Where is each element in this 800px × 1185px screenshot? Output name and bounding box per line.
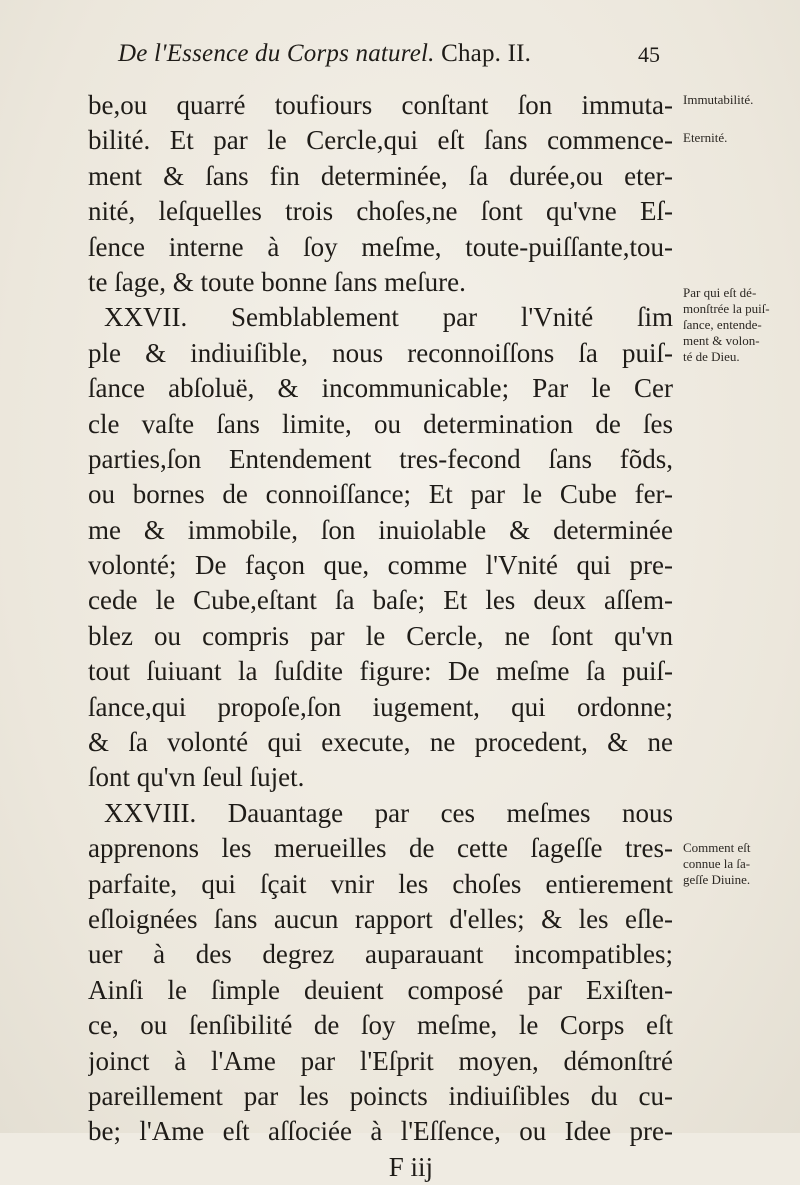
text-line: uer à des degrez auparauant incompatibles;: [88, 939, 673, 970]
text-line: nité, leſquelles trois choſes,ne ſont qu'vne Eſ-: [88, 196, 673, 227]
text-line: ſance abſoluë, & incommunicable; Par le Cer: [88, 373, 673, 404]
running-title-text: De l'Essence du Corps naturel.: [118, 40, 435, 67]
text-line: be,ou quarré toufiours conſtant ſon immuta-: [88, 90, 673, 120]
text-line: parties,ſon Entendement tres-fecond ſans fõds,: [88, 443, 673, 474]
text-line: parfaite, qui ſçait vnir les choſes entierement: [88, 868, 673, 899]
text-line: cle vaſte ſans limite, ou determination de ſes: [88, 408, 673, 439]
margin-note-puissance: Par qui eſt dé- monſtrée la puiſ- ſance, entende- ment & volon- té de Dieu.: [683, 285, 770, 364]
text-line: bilité. Et par le Cercle,qui eſt ſans commence-: [88, 125, 673, 156]
margin-note-immutabilite: Immutabilité.: [683, 92, 754, 107]
text-line: ce, ou ſenſibilité de ſoy meſme, le Corps eſt: [88, 1010, 673, 1041]
text-line: tout ſuiuant la ſuſdite figure: De meſme ſa puiſ-: [88, 656, 673, 687]
margin-note-sagesse: Comment eſt connue la ſa- geſſe Diuine.: [683, 840, 751, 887]
text-line: me & immobile, ſon inuiolable & determinée: [88, 514, 673, 545]
text-line: volonté; De façon que, comme l'Vnité qui pre-: [88, 550, 673, 581]
running-title: [118, 40, 531, 68]
section-start-xxvii: XXVII. Semblablement par l'Vnité ſim: [104, 302, 673, 333]
text-line: Ainſi le ſimple deuient composé par Exiſten-: [88, 974, 673, 1005]
section-start-xxviii: XXVIII. Dauantage par ces meſmes nous: [104, 797, 673, 828]
text-line: ſence interne à ſoy meſme, toute-puiſſante,tou-: [88, 231, 673, 262]
body-text: [88, 88, 673, 1185]
text-line: ple & indiuiſible, nous reconnoiſſons ſa puiſ-: [88, 337, 673, 368]
text-line: te ſage, & toute bonne ſans meſure.: [88, 266, 466, 297]
text-line: ſont qu'vn ſeul ſujet.: [88, 762, 305, 793]
catchword: F iij: [388, 1151, 433, 1182]
text-line: pareillement par les poincts indiuiſibles du cu-: [88, 1080, 673, 1111]
text-line: eſloignées ſans aucun rapport d'elles; & les eſle-: [88, 903, 673, 934]
text-line: ou bornes de connoiſſance; Et par le Cube fer-: [88, 479, 673, 510]
page-number: 45: [638, 42, 660, 67]
text-line: be; l'Ame eſt aſſociée à l'Eſſence, ou Idee pre-: [88, 1116, 673, 1147]
text-line: ſance,qui propoſe,ſon iugement, qui ordonne;: [88, 691, 673, 722]
margin-note-eternite: Eternité.: [683, 130, 728, 145]
text-line: ment & ſans fin determinée, ſa durée,ou eter-: [88, 160, 673, 191]
text-line: apprenons les merueilles de cette ſageſſe tres-: [88, 833, 673, 864]
text-line: blez ou compris par le Cercle, ne ſont qu'vn: [88, 620, 673, 651]
text-line: & ſa volonté qui execute, ne procedent, & ne: [88, 727, 673, 758]
text-line: cede le Cube,eſtant ſa baſe; Et les deux aſſem-: [88, 585, 673, 616]
page-header: [118, 40, 678, 80]
chapter-label: Chap. II.: [441, 40, 532, 67]
text-line: joinct à l'Ame par l'Eſprit moyen, démonſtré: [88, 1045, 673, 1076]
